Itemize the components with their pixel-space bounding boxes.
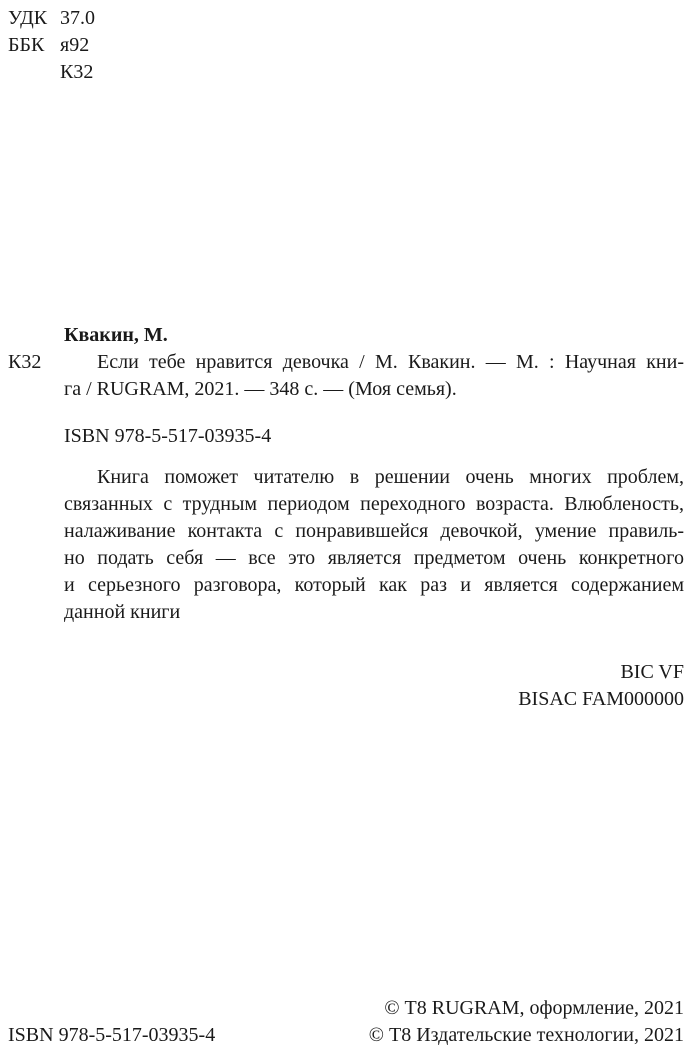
bbk-value: я92: [60, 34, 90, 56]
author-name: Квакин, М.: [64, 324, 168, 346]
record-mark: К32: [8, 351, 42, 373]
annotation-line-3: налаживание контакта с понравившейся девочкой, умение правиль-: [64, 520, 684, 542]
author-mark: К32: [60, 61, 94, 83]
udk-row: [8, 6, 95, 30]
copyright-design: © Т8 RUGRAM, оформление, 2021: [384, 997, 684, 1019]
annotation-line-2: связанных с трудным периодом переходного возраста. Влюбленость,: [64, 493, 684, 515]
bbk-row: [8, 33, 89, 57]
title-line-2: га / RUGRAM, 2021. — 348 с. — (Моя семья).: [64, 378, 457, 400]
bbk-label: ББК: [8, 34, 45, 56]
udk-label: УДК: [8, 7, 48, 29]
footer-isbn: ISBN 978-5-517-03935-4: [8, 1024, 216, 1046]
annotation-line-5: и серьезного разговора, который как раз и является содержанием: [64, 574, 684, 596]
annotation-line-6: данной книги: [64, 601, 181, 623]
title-line-1: Если тебе нравится девочка / М. Квакин. — М. : Научная кни-: [97, 351, 684, 373]
udk-value: 37.0: [60, 7, 95, 29]
bisac-code: BISAC FAM000000: [518, 688, 684, 710]
copyright-publisher: © Т8 Издательские технологии, 2021: [368, 1024, 684, 1046]
annotation-line-4: но подать себя — все это является предметом очень конкретного: [64, 547, 684, 569]
record-isbn: ISBN 978-5-517-03935-4: [64, 425, 272, 447]
bic-code: BIC VF: [620, 661, 684, 683]
annotation-line-1: Книга поможет читателю в решении очень многих проблем,: [97, 466, 684, 488]
